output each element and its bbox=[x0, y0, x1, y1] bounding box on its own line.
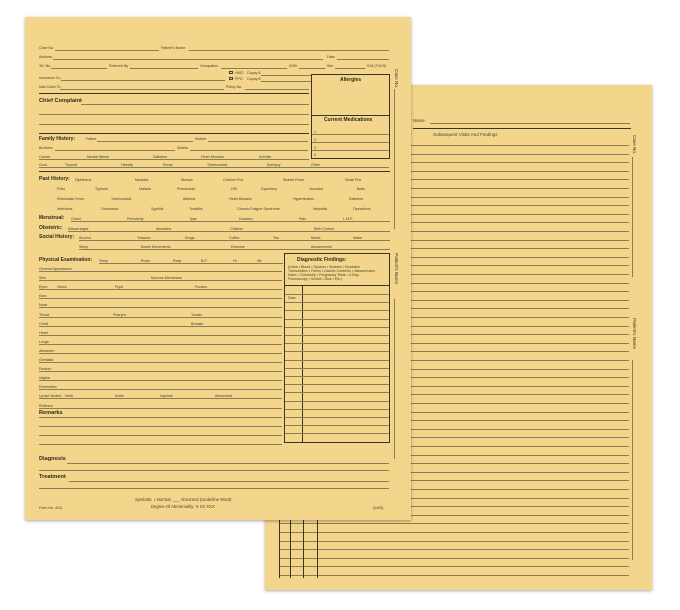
soc-sleep: Sleep bbox=[79, 245, 89, 249]
exam-row-line bbox=[39, 298, 282, 299]
exam-row-label: Ears bbox=[39, 294, 47, 299]
tel-line bbox=[51, 68, 107, 69]
exam-row-line bbox=[39, 317, 282, 318]
exam-row-line bbox=[39, 389, 282, 390]
insurance-line bbox=[61, 80, 225, 81]
soc-coffee: Coffee bbox=[229, 236, 240, 240]
pe-ht: Ht. bbox=[233, 259, 238, 263]
social-line-1 bbox=[79, 240, 390, 241]
copay-label-2: Copay $ bbox=[247, 77, 261, 81]
cc-line-1 bbox=[81, 104, 309, 105]
diag-line bbox=[285, 392, 389, 393]
diag-header-rule bbox=[285, 285, 389, 286]
abdominal-label: Abdominal bbox=[215, 394, 232, 398]
fh-row-4-line bbox=[39, 167, 389, 168]
soc-drugs: Drugs bbox=[185, 236, 195, 240]
exam-row-line bbox=[39, 289, 282, 290]
policy-no-line bbox=[245, 89, 309, 90]
symbols-legend: Symbols: ✓Normal; ___ Abnormal (Underline Word) bbox=[135, 497, 232, 502]
date-label: Date bbox=[327, 55, 335, 59]
social-history-heading: Social History: bbox=[39, 234, 75, 240]
exam-row-line bbox=[39, 353, 282, 354]
front-sheet bbox=[25, 17, 411, 520]
ph-boils: Boils bbox=[357, 187, 365, 191]
med-4: 4. bbox=[314, 153, 317, 157]
fh-thyroid: Thyroid bbox=[65, 163, 77, 167]
subsequent-visits-heading: Subsequent Visits And Findings bbox=[433, 132, 498, 137]
med-line-3 bbox=[312, 150, 389, 151]
remarks-line bbox=[39, 444, 282, 445]
ph-row-4 bbox=[57, 207, 390, 212]
remarks-line bbox=[39, 435, 282, 436]
fh-arthritis: Arthritis bbox=[259, 155, 272, 159]
exam-row-label: General Appearance bbox=[39, 267, 72, 271]
exam-row-label: Rectum bbox=[39, 367, 52, 372]
fh-mental-illness: Mental Illness bbox=[87, 155, 109, 159]
allergies-medications-box bbox=[311, 74, 390, 159]
exam-row-line bbox=[39, 380, 282, 381]
case-no-side-label: Case No. bbox=[632, 135, 637, 155]
soc-alcohol: Alcohol bbox=[79, 236, 91, 240]
pe-resp: Resp bbox=[173, 259, 182, 263]
exam-row-label: Vagina bbox=[39, 376, 50, 381]
mail-claim-line bbox=[60, 89, 224, 90]
occupation-line bbox=[221, 68, 287, 69]
ph-row-2 bbox=[57, 187, 390, 192]
visit-line bbox=[279, 575, 629, 576]
allergies-divider bbox=[312, 115, 389, 116]
name-label: Name bbox=[413, 118, 425, 123]
exam-row-label: Nose bbox=[39, 303, 48, 308]
tel-label: Tel. No. bbox=[39, 64, 52, 68]
fh-tuberculosis: Tuberculosis bbox=[207, 163, 228, 167]
name-line bbox=[430, 123, 630, 124]
date-col-label: Date bbox=[288, 296, 296, 300]
date-col-divider bbox=[302, 285, 303, 442]
exam-row-line bbox=[39, 335, 282, 336]
fh-obesity: Obesity bbox=[121, 163, 134, 167]
breasts-label: Breasts bbox=[191, 322, 204, 326]
social-line-2 bbox=[79, 249, 390, 250]
ph-tonsilitis: Tonsilitis bbox=[189, 207, 203, 211]
diag-line bbox=[285, 417, 389, 418]
diag-line bbox=[285, 343, 389, 344]
fh-gout: Gout bbox=[39, 163, 47, 167]
treatment-line-2 bbox=[39, 488, 389, 489]
diag-line bbox=[285, 351, 389, 352]
address-line bbox=[53, 59, 323, 60]
dob-line bbox=[299, 68, 325, 69]
case-no-line bbox=[55, 50, 159, 51]
diag-text-4: Fluoroscopy • Schick • Dick • Etc.) bbox=[288, 277, 343, 281]
pe-bp: B.P. bbox=[201, 259, 208, 263]
diag-line bbox=[285, 433, 389, 434]
ph-polio: Polio bbox=[57, 187, 65, 191]
exam-row-line bbox=[39, 280, 282, 281]
fh-row-3-line bbox=[39, 159, 309, 160]
patient-name-side-line bbox=[632, 360, 633, 560]
exam-row-line bbox=[39, 362, 282, 363]
med-2: 2. bbox=[314, 138, 317, 142]
patient-name-side-label: Patient's Name bbox=[394, 253, 399, 285]
hmo-checkbox[interactable] bbox=[229, 71, 233, 74]
diag-line bbox=[285, 302, 389, 303]
ph-nephritis: Nephritis bbox=[313, 207, 328, 211]
exam-row-label: Lungs bbox=[39, 339, 49, 344]
form-code: (0405) bbox=[373, 506, 384, 510]
obs-children: Children bbox=[230, 227, 244, 231]
exam-row-line bbox=[39, 307, 282, 308]
obs-abortions: Abortions bbox=[156, 227, 172, 231]
degree-legend: Degree Of Abnormality: X XX XXX bbox=[151, 504, 215, 509]
patients-name-line bbox=[189, 50, 389, 51]
ppo-checkbox[interactable] bbox=[229, 77, 233, 80]
ph-malaria: Malaria bbox=[139, 187, 151, 191]
diag-line bbox=[285, 319, 389, 320]
soc-bowel: Bowel Movements bbox=[141, 245, 171, 249]
case-no-side-line bbox=[632, 157, 633, 277]
patients-name-label: Patient's Name bbox=[161, 46, 186, 50]
physical-exam-heading: Physical Examination: bbox=[39, 257, 93, 263]
soc-tea: Tea bbox=[273, 236, 279, 240]
diagnostic-findings-heading: Diagnostic Findings: bbox=[297, 257, 347, 263]
ph-infections: Infections bbox=[57, 207, 73, 211]
remarks-line bbox=[39, 417, 282, 418]
diag-line bbox=[285, 327, 389, 328]
cc-line-3 bbox=[39, 124, 309, 125]
diagnostic-findings-box bbox=[284, 253, 390, 443]
diagnosis-line-1 bbox=[67, 463, 389, 464]
exam-row-label: Chest bbox=[39, 321, 49, 326]
pe-wt: Wt. bbox=[257, 259, 263, 263]
ph-scarlet-fever: Scarlet Fever bbox=[283, 178, 305, 182]
ph-pneumonia: Pneumonia bbox=[177, 187, 196, 191]
fh-brothers-line bbox=[55, 150, 175, 151]
diag-line bbox=[285, 384, 389, 385]
diag-line bbox=[285, 335, 389, 336]
patient-name-side-label: Patient's Name bbox=[632, 318, 637, 350]
hmo-label: HMO bbox=[235, 71, 244, 75]
mucous-membrane-label: Mucous Membrane bbox=[151, 276, 182, 280]
smtwd-label: S.M.(T.W.D) bbox=[367, 64, 387, 68]
med-3: 3. bbox=[314, 146, 317, 150]
obs-birth-control: Birth Control bbox=[314, 227, 334, 231]
policy-no-label: Policy No. bbox=[226, 85, 243, 89]
mail-claim-label: Mail Claim To bbox=[39, 85, 61, 89]
men-lmp: L.M.P. bbox=[343, 217, 353, 221]
men-onset: Onset bbox=[71, 217, 81, 221]
exam-row-label: Reflexes bbox=[39, 403, 53, 408]
med-line-1 bbox=[312, 134, 389, 135]
men-pain: Pain bbox=[299, 217, 307, 221]
exam-row-line bbox=[39, 371, 282, 372]
header-rule bbox=[413, 128, 631, 129]
soc-meals: Meals bbox=[311, 236, 321, 240]
med-line-2 bbox=[312, 142, 389, 143]
case-no-side-label: Case No. bbox=[394, 69, 399, 89]
pupil-label: Pupil bbox=[115, 285, 123, 289]
obstetric-line bbox=[68, 231, 390, 232]
exam-row-label: Lymph Nodes: bbox=[39, 394, 63, 399]
copay-label-1: Copay $ bbox=[247, 71, 261, 75]
ph-operations: Operations bbox=[353, 207, 371, 211]
exam-row-line bbox=[39, 398, 282, 399]
fh-bottom-rule bbox=[39, 171, 390, 172]
soc-amusements: Amusements bbox=[311, 245, 332, 249]
fh-heart-disease: Heart Disease bbox=[201, 155, 224, 159]
ph-hypertension: Hypertension bbox=[293, 197, 315, 201]
fh-father-line bbox=[97, 141, 193, 142]
axilla-label: Axilla bbox=[115, 394, 124, 398]
copay-line-2 bbox=[261, 81, 311, 82]
diag-line bbox=[285, 376, 389, 377]
diag-text-1: (Urine • Blood • Sputum • Smears • Exudates bbox=[288, 265, 360, 269]
soc-exercise: Exercise bbox=[231, 245, 245, 249]
neck-label: Neck bbox=[65, 394, 74, 398]
fh-brothers: Brothers bbox=[39, 146, 53, 150]
past-history-heading: Past History: bbox=[39, 176, 70, 182]
soc-tobacco: Tobacco bbox=[137, 236, 151, 240]
ph-heart-disease: Heart Disease bbox=[229, 197, 252, 201]
ph-asthma: Asthma bbox=[183, 197, 196, 201]
obs-miscarriages: Miscarriages bbox=[68, 227, 89, 231]
diag-line bbox=[285, 409, 389, 410]
exam-row-label: Abdomen bbox=[39, 348, 55, 353]
vitals-line bbox=[99, 263, 283, 264]
diag-line bbox=[285, 401, 389, 402]
visit-line bbox=[279, 523, 629, 524]
ph-row-1 bbox=[75, 178, 390, 183]
ph-diphtheria: Diphtheria bbox=[75, 178, 92, 182]
allergies-heading: Allergies bbox=[340, 77, 362, 83]
ph-diabetes: Diabetes bbox=[349, 197, 364, 201]
exam-row-line bbox=[39, 271, 282, 272]
case-no-side-line bbox=[394, 89, 395, 229]
ph-typhoid: Typhoid bbox=[95, 187, 108, 191]
patient-name-side-line bbox=[394, 299, 395, 459]
ph-jaundice: Jaundice bbox=[309, 187, 324, 191]
family-history-heading: Family History: bbox=[39, 136, 76, 142]
case-no-label: Case No. bbox=[39, 46, 54, 50]
fundus-label: Fundus bbox=[195, 285, 207, 289]
date-line bbox=[337, 59, 389, 60]
referred-line bbox=[130, 68, 198, 69]
ph-rheumatic-fever: Rheumatic Fever bbox=[57, 197, 85, 201]
exam-row-line bbox=[39, 408, 282, 409]
exam-row-label: Genitalia bbox=[39, 358, 54, 362]
diag-line bbox=[285, 294, 389, 295]
men-duration: Duration bbox=[239, 217, 253, 221]
address-label: Address bbox=[39, 55, 53, 59]
soc-water: Water bbox=[353, 236, 363, 240]
med-1: 1. bbox=[314, 130, 317, 134]
dob-label: DOB bbox=[289, 64, 297, 68]
diag-text-2: Transudates • Feces • Gastric Contents • Wassermann bbox=[288, 269, 376, 273]
cc-line-2 bbox=[39, 114, 309, 115]
ph-gonorrhea: Gonorrhea bbox=[101, 207, 119, 211]
ph-hiv: HIV bbox=[231, 187, 237, 191]
fh-father: Father bbox=[86, 137, 97, 141]
treatment-heading: Treatment bbox=[39, 474, 66, 480]
visit-line bbox=[279, 558, 629, 559]
ph-syphilis: Syphilis bbox=[151, 207, 164, 211]
pe-pulse: Pulse bbox=[141, 259, 150, 263]
diagnosis-line-2 bbox=[39, 470, 389, 471]
ph-measles: Measles bbox=[135, 178, 149, 182]
men-type: Type bbox=[189, 217, 197, 221]
visit-line bbox=[279, 541, 629, 542]
remarks-heading: Remarks bbox=[39, 410, 63, 416]
fh-sisters-line bbox=[190, 150, 308, 151]
fh-mother-line bbox=[208, 141, 308, 142]
current-medications-heading: Current Medications bbox=[324, 117, 373, 123]
diag-line bbox=[285, 310, 389, 311]
menstrual-heading: Menstrual: bbox=[39, 215, 65, 221]
ppo-label: PPO bbox=[235, 77, 243, 81]
diag-text-3: Kahn • Chemistry • Pregnancy Tests • X-Ray bbox=[288, 273, 359, 277]
sex-label: Sex bbox=[327, 64, 334, 68]
visit-line bbox=[279, 566, 629, 567]
ph-chronic-fatigue: Chronic Fatigue Syndrome bbox=[237, 207, 280, 211]
visit-line bbox=[279, 549, 629, 550]
obstetric-heading: Obstetric: bbox=[39, 225, 63, 231]
pe-temp: Temp bbox=[99, 259, 108, 263]
referred-by-label: Referred By bbox=[109, 64, 129, 68]
fh-mother: Mother bbox=[195, 137, 207, 141]
diag-line bbox=[285, 425, 389, 426]
sex-line bbox=[335, 68, 365, 69]
exam-row-label: Heart bbox=[39, 330, 48, 335]
men-periodicity: Periodicity bbox=[127, 217, 144, 221]
cc-bottom-rule bbox=[39, 133, 309, 134]
copay-line-1 bbox=[261, 75, 311, 76]
vision-label: Vision bbox=[57, 285, 67, 289]
ph-tuberculosis: Tuberculosis bbox=[111, 197, 132, 201]
fh-epilepsy: Epilepsy bbox=[267, 163, 281, 167]
exam-row-label: Extremities bbox=[39, 385, 57, 390]
ph-small-pox: Small Pox bbox=[345, 178, 362, 182]
fh-sisters: Sisters bbox=[177, 146, 188, 150]
fh-cancer: Cancer bbox=[39, 155, 51, 159]
header-bottom-rule bbox=[39, 93, 309, 94]
diagnosis-heading: Diagnosis bbox=[39, 456, 66, 462]
fh-renal: Renal bbox=[163, 163, 173, 167]
treatment-line-1 bbox=[69, 481, 389, 482]
ph-mumps: Mumps bbox=[181, 178, 193, 182]
pharynx-label: Pharynx bbox=[113, 313, 127, 317]
exam-row-label: Throat bbox=[39, 312, 50, 317]
exam-row-label: Skin bbox=[39, 276, 46, 281]
diag-line bbox=[285, 360, 389, 361]
chief-complaint-heading: Chief Complaint bbox=[39, 98, 82, 104]
remarks-line bbox=[39, 426, 282, 427]
inguinal-label: Inguinal bbox=[160, 394, 173, 398]
tonsils-label: Tonsils bbox=[191, 313, 202, 317]
diag-line bbox=[285, 368, 389, 369]
insurance-label: Insurance Co. bbox=[39, 76, 62, 80]
ph-chicken-pox: Chicken Pox bbox=[223, 178, 244, 182]
exam-row-line bbox=[39, 344, 282, 345]
form-number: Form No. 4011 bbox=[39, 506, 63, 510]
menstrual-line bbox=[71, 221, 390, 222]
visit-line bbox=[279, 532, 629, 533]
ph-dysentery: Dysentery bbox=[261, 187, 278, 191]
fh-diabetes: Diabetes bbox=[153, 155, 168, 159]
exam-row-label: Eyes: bbox=[39, 285, 48, 290]
fh-other: Other bbox=[311, 163, 320, 167]
exam-row-line bbox=[39, 326, 282, 327]
occupation-label: Occupation bbox=[200, 64, 219, 68]
ph-row-3 bbox=[57, 197, 390, 202]
